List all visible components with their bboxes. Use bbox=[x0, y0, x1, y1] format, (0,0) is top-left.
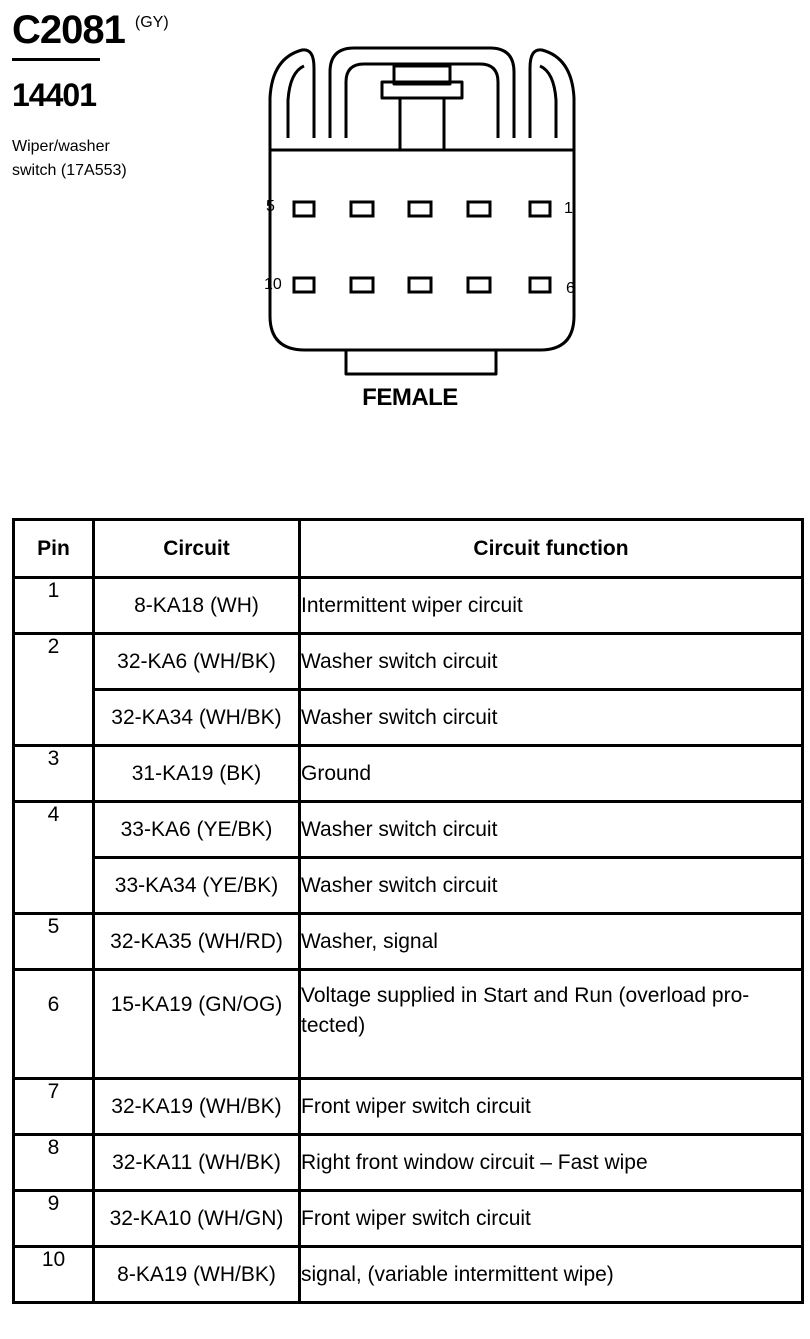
function-cell: Washer switch circuit bbox=[300, 802, 803, 858]
cavity-pin-5 bbox=[294, 202, 314, 216]
circuit-cell: 8-KA18 (WH) bbox=[94, 578, 300, 634]
cavity-pin-6 bbox=[530, 278, 550, 292]
table-row bbox=[14, 1191, 803, 1247]
pin-cell: 3 bbox=[14, 746, 94, 802]
part-number: 14401 bbox=[12, 77, 96, 113]
function-cell: Front wiper switch circuit bbox=[300, 1191, 803, 1247]
circuit-cell: 33-KA6 (YE/BK) bbox=[94, 802, 300, 858]
cavity-pin-3 bbox=[409, 202, 431, 216]
pin-cell: 7 bbox=[14, 1079, 94, 1135]
function-cell: Washer, signal bbox=[300, 914, 803, 970]
pinout-table bbox=[12, 518, 804, 1304]
table-row bbox=[14, 690, 803, 746]
top-hood bbox=[330, 48, 514, 138]
circuit-cell: 32-KA11 (WH/BK) bbox=[94, 1135, 300, 1191]
connector-outline bbox=[250, 38, 600, 378]
pin-cell: 9 bbox=[14, 1191, 94, 1247]
function-cell: Intermittent wiper circuit bbox=[300, 578, 803, 634]
connector-color-code: (GY) bbox=[134, 14, 169, 31]
table-row bbox=[14, 746, 803, 802]
table-row bbox=[14, 578, 803, 634]
cavity-pin-8 bbox=[409, 278, 431, 292]
circuit-cell: 32-KA35 (WH/RD) bbox=[94, 914, 300, 970]
function-cell: Washer switch circuit bbox=[300, 858, 803, 914]
pin-cell: 5 bbox=[14, 914, 94, 970]
cavity-pin-2 bbox=[468, 202, 490, 216]
header-pin: Pin bbox=[14, 520, 94, 578]
function-cell: Front wiper switch circuit bbox=[300, 1079, 803, 1135]
description-line-1: Wiper/washer bbox=[12, 138, 110, 155]
cavity-pin-1 bbox=[530, 202, 550, 216]
circuit-cell: 32-KA10 (WH/GN) bbox=[94, 1191, 300, 1247]
function-cell: Ground bbox=[300, 746, 803, 802]
table-row bbox=[14, 970, 803, 1079]
cavity-pin-10 bbox=[294, 278, 314, 292]
table-row bbox=[14, 1247, 803, 1303]
pin-cell: 1 bbox=[14, 578, 94, 634]
header-circuit-function: Circuit function bbox=[300, 520, 803, 578]
table-row bbox=[14, 914, 803, 970]
function-cell: Washer switch circuit bbox=[300, 634, 803, 690]
cavity-pin-7 bbox=[468, 278, 490, 292]
circuit-cell: 32-KA6 (WH/BK) bbox=[94, 634, 300, 690]
connector-gender-label: FEMALE bbox=[362, 384, 458, 411]
connector-description bbox=[12, 135, 152, 183]
cavity-pin-9 bbox=[351, 278, 373, 292]
table-row bbox=[14, 634, 803, 690]
function-cell: Washer switch circuit bbox=[300, 690, 803, 746]
pin-label-10: 10 bbox=[264, 276, 282, 293]
circuit-cell: 8-KA19 (WH/BK) bbox=[94, 1247, 300, 1303]
cavity-pin-4 bbox=[351, 202, 373, 216]
bottom-key bbox=[346, 350, 496, 374]
table-row bbox=[14, 858, 803, 914]
connector-id-line bbox=[12, 8, 212, 52]
right-latch bbox=[530, 50, 574, 138]
circuit-cell: 32-KA19 (WH/BK) bbox=[94, 1079, 300, 1135]
function-cell: Voltage supplied in Start and Run (overload pro-tected) bbox=[300, 970, 803, 1079]
connector-face-diagram bbox=[250, 38, 600, 420]
pin-cell: 10 bbox=[14, 1247, 94, 1303]
pin-label-1: 1 bbox=[564, 200, 573, 217]
function-cell: Right front window circuit – Fast wipe bbox=[300, 1135, 803, 1191]
circuit-cell: 15-KA19 (GN/OG) bbox=[94, 970, 300, 1079]
function-cell: signal, (variable intermittent wipe) bbox=[300, 1247, 803, 1303]
connector-header bbox=[12, 8, 212, 183]
table-row bbox=[14, 1079, 803, 1135]
circuit-cell: 31-KA19 (BK) bbox=[94, 746, 300, 802]
header-circuit: Circuit bbox=[94, 520, 300, 578]
table-row bbox=[14, 802, 803, 858]
pin-label-5: 5 bbox=[266, 198, 275, 215]
circuit-cell: 33-KA34 (YE/BK) bbox=[94, 858, 300, 914]
circuit-cell: 32-KA34 (WH/BK) bbox=[94, 690, 300, 746]
left-latch bbox=[270, 50, 314, 138]
pin-cell: 6 bbox=[14, 970, 94, 1079]
pin-cell: 2 bbox=[14, 634, 94, 746]
pin-label-6: 6 bbox=[566, 280, 575, 297]
connector-id: C2081 bbox=[12, 8, 125, 52]
description-line-2: switch (17A553) bbox=[12, 162, 127, 179]
connector-body bbox=[270, 138, 574, 350]
table-row bbox=[14, 1135, 803, 1191]
table-header-row bbox=[14, 520, 803, 578]
pin-cell: 4 bbox=[14, 802, 94, 914]
pin-cell: 8 bbox=[14, 1135, 94, 1191]
header-divider bbox=[12, 58, 100, 61]
